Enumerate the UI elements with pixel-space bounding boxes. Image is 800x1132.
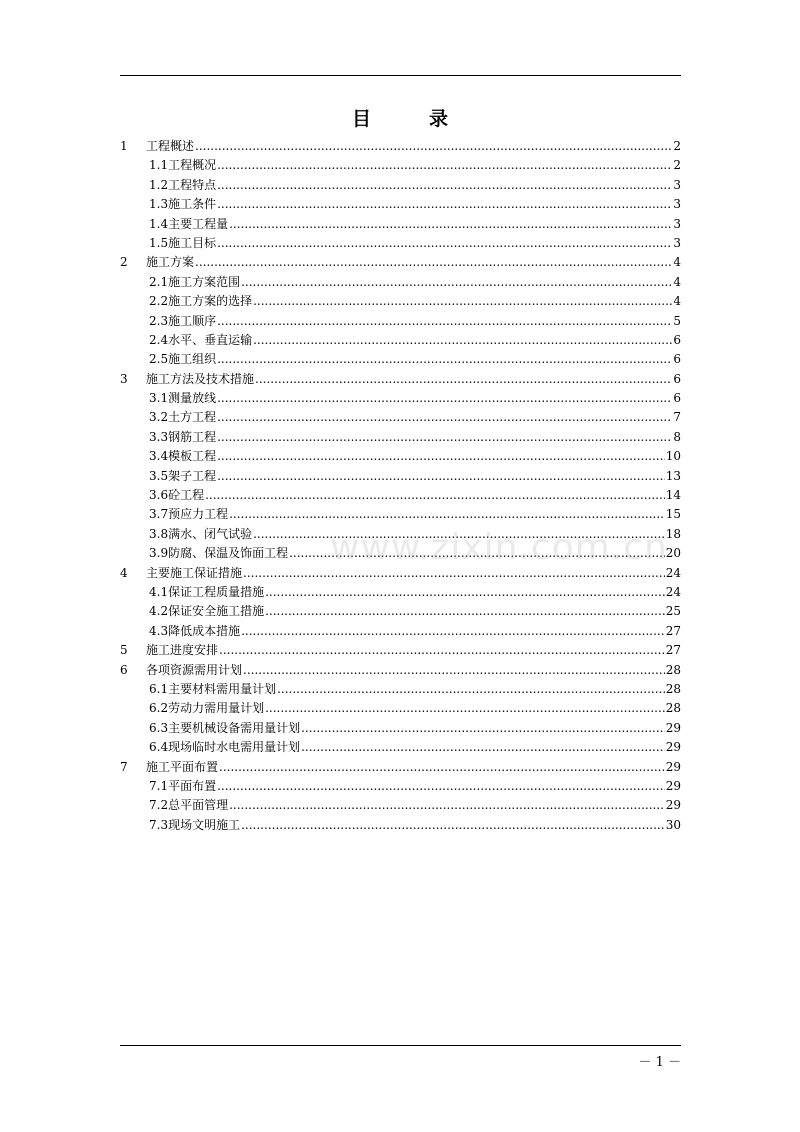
toc-entry-leader xyxy=(217,195,672,214)
toc-title-right: 录 xyxy=(429,108,449,130)
toc-entry-number: 3.8 xyxy=(149,526,169,541)
toc-entry-page: 3 xyxy=(673,197,681,212)
toc-entry-number: 3.3 xyxy=(149,429,169,444)
toc-entry[interactable] xyxy=(120,816,681,835)
toc-entry-label: 工程特点 xyxy=(168,177,217,192)
toc-entry-number: 1 xyxy=(120,139,128,153)
toc-entry-leader xyxy=(219,758,665,777)
toc-entry-leader xyxy=(265,583,665,602)
toc-entry[interactable] xyxy=(120,505,681,524)
toc-entry-page: 29 xyxy=(665,759,681,774)
watermark: www.zixin.com.cn xyxy=(330,527,668,568)
header-rule xyxy=(120,75,681,76)
toc-entry-label: 总平面管理 xyxy=(168,798,229,813)
toc-entry-label: 主要材料需用量计划 xyxy=(168,681,277,696)
toc-entry-label: 满水、闭气试验 xyxy=(168,526,253,541)
toc-entry-number: 2.2 xyxy=(149,294,169,309)
toc-entry[interactable] xyxy=(120,796,681,815)
toc-entry-label: 施工顺序 xyxy=(168,313,217,328)
toc-entry-number: 7.1 xyxy=(149,778,169,793)
toc-entry-label: 模板工程 xyxy=(168,449,217,464)
toc-entry-leader xyxy=(217,312,672,331)
toc-entry-leader xyxy=(253,292,672,311)
toc-entry-label: 平面布置 xyxy=(168,778,217,793)
toc-entry[interactable] xyxy=(120,622,681,641)
toc-entry-number: 1.2 xyxy=(149,177,169,192)
toc-entry-leader xyxy=(217,467,665,486)
toc-entry-leader xyxy=(217,389,672,408)
toc-entry[interactable] xyxy=(120,447,681,466)
toc-entry-page: 6 xyxy=(673,352,681,367)
toc-entry[interactable] xyxy=(120,370,681,389)
toc-entry[interactable] xyxy=(120,777,681,796)
toc-entry-page: 20 xyxy=(665,546,681,561)
toc-entry-page: 4 xyxy=(673,294,681,309)
toc-entry[interactable] xyxy=(120,699,681,718)
toc-entry-leader xyxy=(241,273,672,292)
toc-entry-label: 工程概述 xyxy=(146,139,195,153)
toc-entry-page: 29 xyxy=(665,720,681,735)
toc-entry-leader xyxy=(265,602,665,621)
toc-entry-number: 2 xyxy=(120,255,128,270)
toc-entry-number: 7.2 xyxy=(149,798,169,813)
toc-entry-leader xyxy=(301,738,665,757)
toc-entry-number: 2.3 xyxy=(149,313,169,328)
toc-entry-leader xyxy=(217,234,672,253)
toc-entry-label: 保证安全施工措施 xyxy=(168,604,265,619)
toc-entry-leader xyxy=(277,680,665,699)
toc-entry[interactable] xyxy=(120,738,681,757)
toc-entry-label: 现场临时水电需用量计划 xyxy=(168,740,301,755)
toc-entry-label: 施工平面布置 xyxy=(146,759,219,774)
toc-entry-leader xyxy=(265,699,665,718)
toc-entry-label: 主要机械设备需用量计划 xyxy=(168,720,301,735)
toc-entry-number: 2.1 xyxy=(149,274,169,289)
toc-entry-page: 7 xyxy=(673,410,681,425)
toc-entry[interactable] xyxy=(120,486,681,505)
toc-entry-number: 4.2 xyxy=(149,604,169,619)
toc-entry-label: 施工进度安排 xyxy=(146,643,219,658)
toc-entry-label: 测量放线 xyxy=(168,391,217,406)
toc-entry-page: 24 xyxy=(665,584,681,599)
toc-entry-page: 3 xyxy=(673,235,681,250)
toc-entry[interactable] xyxy=(120,137,681,156)
toc-entry-page: 14 xyxy=(665,488,681,503)
toc-entry[interactable] xyxy=(120,428,681,447)
toc-entry[interactable] xyxy=(120,408,681,427)
toc-entry-number: 1.3 xyxy=(149,197,169,212)
toc-title xyxy=(0,104,800,131)
toc-entry-label: 砼工程 xyxy=(168,488,205,503)
toc-entry-label: 施工目标 xyxy=(168,235,217,250)
toc-entry-label: 施工方案的选择 xyxy=(168,294,253,309)
toc-entry-label: 施工方法及技术措施 xyxy=(146,371,255,386)
toc-entry[interactable] xyxy=(120,215,681,234)
toc-entry-number: 3.9 xyxy=(149,546,169,561)
toc-entry-number: 3.4 xyxy=(149,449,169,464)
toc-entry[interactable] xyxy=(120,292,681,311)
toc-entry-label: 劳动力需用量计划 xyxy=(168,701,265,716)
toc-entry-label: 水平、垂直运输 xyxy=(168,332,253,347)
toc-entry-leader xyxy=(217,777,665,796)
page-number: － 1 － xyxy=(638,1055,681,1070)
toc-entry-page: 27 xyxy=(665,623,681,638)
toc-entry-page: 3 xyxy=(673,177,681,192)
toc-entry-page: 4 xyxy=(673,274,681,289)
toc-entry[interactable] xyxy=(120,253,681,272)
table-of-contents xyxy=(120,137,681,835)
toc-entry-page: 3 xyxy=(673,216,681,231)
toc-entry-number: 4.1 xyxy=(149,584,169,599)
toc-entry-page: 15 xyxy=(665,507,681,522)
toc-entry-number: 6.3 xyxy=(149,720,169,735)
toc-entry-page: 2 xyxy=(673,158,681,173)
toc-entry-number: 7.3 xyxy=(149,817,169,832)
toc-entry-number: 3.1 xyxy=(149,391,169,406)
toc-entry-leader xyxy=(217,447,665,466)
toc-entry-label: 现场文明施工 xyxy=(168,817,241,832)
toc-entry-label: 施工方案范围 xyxy=(168,274,241,289)
toc-title-left: 目 xyxy=(351,108,371,130)
toc-entry-leader xyxy=(205,486,665,505)
toc-entry-leader xyxy=(217,408,672,427)
toc-entry-number: 7 xyxy=(120,759,128,774)
toc-entry-page: 28 xyxy=(665,662,681,677)
toc-entry[interactable] xyxy=(120,273,681,292)
toc-entry-leader xyxy=(241,622,665,641)
toc-entry[interactable] xyxy=(120,350,681,369)
toc-entry-number: 2.5 xyxy=(149,352,169,367)
toc-entry-leader xyxy=(195,137,672,156)
toc-entry-page: 5 xyxy=(673,313,681,328)
toc-entry-label: 主要工程量 xyxy=(168,216,229,231)
toc-entry-leader xyxy=(243,661,665,680)
toc-entry[interactable] xyxy=(120,719,681,738)
toc-entry[interactable] xyxy=(120,156,681,175)
toc-entry[interactable] xyxy=(120,583,681,602)
toc-entry-leader xyxy=(229,215,672,234)
toc-entry-label: 钢筋工程 xyxy=(168,429,217,444)
toc-entry[interactable] xyxy=(120,602,681,621)
toc-entry-number: 6.1 xyxy=(149,681,169,696)
toc-entry-label: 防腐、保温及饰面工程 xyxy=(168,546,289,561)
toc-entry[interactable] xyxy=(120,641,681,660)
toc-entry-page: 28 xyxy=(665,701,681,716)
toc-entry-page: 4 xyxy=(673,255,681,270)
toc-entry-number: 6.2 xyxy=(149,701,169,716)
toc-entry-leader xyxy=(255,370,672,389)
toc-entry-page: 13 xyxy=(665,468,681,483)
toc-entry-page: 6 xyxy=(673,332,681,347)
toc-entry-number: 2.4 xyxy=(149,332,169,347)
toc-entry-leader xyxy=(241,816,665,835)
toc-entry-page: 24 xyxy=(665,565,681,580)
toc-entry-page: 8 xyxy=(673,429,681,444)
toc-entry[interactable] xyxy=(120,467,681,486)
toc-entry-number: 5 xyxy=(120,643,128,658)
toc-entry-page: 6 xyxy=(673,391,681,406)
toc-entry[interactable] xyxy=(120,758,681,777)
toc-entry[interactable] xyxy=(120,312,681,331)
toc-entry-label: 主要施工保证措施 xyxy=(146,565,243,580)
toc-entry-leader xyxy=(217,428,672,447)
toc-entry-number: 4 xyxy=(120,565,128,580)
toc-entry-page: 29 xyxy=(665,778,681,793)
toc-entry[interactable] xyxy=(120,176,681,195)
toc-entry-leader xyxy=(301,719,665,738)
toc-entry-leader xyxy=(217,176,672,195)
toc-entry-number: 3.5 xyxy=(149,468,169,483)
toc-entry-page: 25 xyxy=(665,604,681,619)
toc-entry-number: 6 xyxy=(120,662,128,677)
toc-entry-label: 工程概况 xyxy=(168,158,217,173)
toc-entry-page: 27 xyxy=(665,643,681,658)
toc-entry-leader xyxy=(229,796,665,815)
toc-entry-leader xyxy=(217,350,672,369)
toc-entry-label: 土方工程 xyxy=(168,410,217,425)
toc-entry-number: 3.2 xyxy=(149,410,169,425)
toc-entry-leader xyxy=(195,253,672,272)
toc-entry-leader xyxy=(229,505,665,524)
toc-entry-label: 保证工程质量措施 xyxy=(168,584,265,599)
toc-entry-number: 4.3 xyxy=(149,623,169,638)
toc-entry-page: 29 xyxy=(665,740,681,755)
toc-entry-leader xyxy=(219,641,665,660)
toc-entry-label: 施工组织 xyxy=(168,352,217,367)
toc-entry-number: 6.4 xyxy=(149,740,169,755)
toc-entry-page: 29 xyxy=(665,798,681,813)
toc-entry-page: 6 xyxy=(673,371,681,386)
toc-entry-label: 施工方案 xyxy=(146,255,195,270)
toc-entry-page: 28 xyxy=(665,681,681,696)
toc-entry-number: 3 xyxy=(120,371,128,386)
toc-entry-page: 18 xyxy=(665,526,681,541)
toc-entry[interactable] xyxy=(120,195,681,214)
toc-entry-label: 各项资源需用计划 xyxy=(146,662,243,677)
toc-entry[interactable] xyxy=(120,661,681,680)
toc-entry-page: 10 xyxy=(665,449,681,464)
toc-entry[interactable] xyxy=(120,389,681,408)
footer-rule xyxy=(120,1045,681,1046)
toc-entry[interactable] xyxy=(120,331,681,350)
toc-entry-number: 1.5 xyxy=(149,235,169,250)
toc-entry-number: 3.7 xyxy=(149,507,169,522)
toc-entry-leader xyxy=(253,331,672,350)
toc-entry-label: 降低成本措施 xyxy=(168,623,241,638)
toc-entry[interactable] xyxy=(120,234,681,253)
toc-entry-number: 1.4 xyxy=(149,216,169,231)
toc-entry-page: 2 xyxy=(673,139,681,153)
toc-entry-number: 3.6 xyxy=(149,488,169,503)
toc-entry-number: 1.1 xyxy=(149,158,169,173)
toc-entry-label: 施工条件 xyxy=(168,197,217,212)
toc-entry-leader xyxy=(217,156,672,175)
toc-entry-page: 30 xyxy=(665,817,681,832)
toc-entry-label: 预应力工程 xyxy=(168,507,229,522)
toc-entry-label: 架子工程 xyxy=(168,468,217,483)
toc-entry[interactable] xyxy=(120,680,681,699)
